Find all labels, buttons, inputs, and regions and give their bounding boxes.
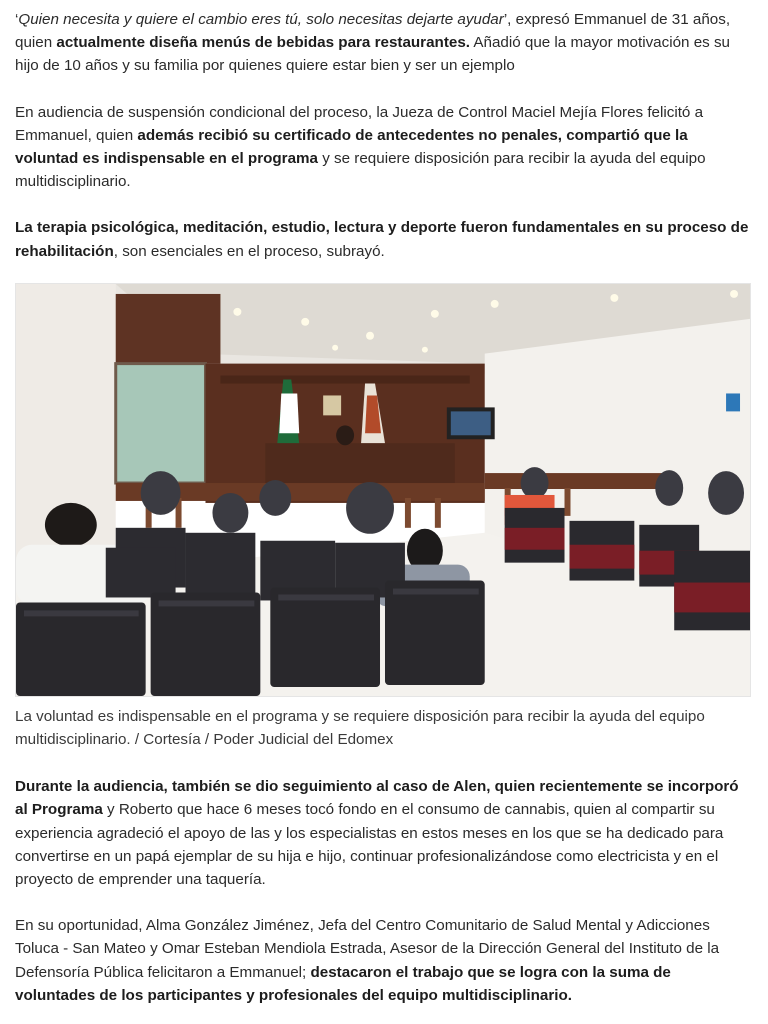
paragraph-hearing: En audiencia de suspensión condicional del proceso, la Jueza de Control Maciel Mejía Flores felicitó a Emmanuel, quien además recibió su certificado de antecedentes no penales, compartió que la voluntad es indispensable en el programa y se requiere disposición para recibir la ayuda del equipo multidisciplinario. — [15, 103, 706, 191]
paragraph-emmanuel-quote: ‘Quien necesita y quiere el cambio eres tú, solo necesitas dejarte ayudar’, expresó Emmanuel de 31 años, quien actualmente diseña menús de bebidas para restaurantes. Añadió que la mayor motivación es su hijo de 10 años y su familia por quienes quiere estar bien y ser un ejemplo — [15, 11, 731, 75]
courtroom-photo — [15, 283, 751, 697]
paragraph-alen-roberto: Durante la audiencia, también se dio seguimiento al caso de Alen, quien recientemente se incorporó al Programa y Roberto que hace 6 meses tocó fondo en el consumo de cannabis, quien al compartir su experiencia agradeció el apoyo de las y los especialistas en estos meses en los que se ha dedicado para convertirse en un papá ejemplar de su hija e hijo, continuar profesionalizándose como electricista y en el proyecto de emprender una taquería. — [15, 778, 739, 889]
paragraph-therapy: La terapia psicológica, meditación, estudio, lectura y deporte fueron fundamentales en su proceso de rehabilitación, son esenciales en el proceso, subrayó. — [15, 219, 749, 260]
figure-caption: La voluntad es indispensable en el programa y se requiere disposición para recibir la ayuda del equipo multidisciplinario. / Cortesía / Poder Judicial del Edomex — [15, 707, 705, 749]
bold-highlight: actualmente diseña menús de bebidas para restaurantes. — [56, 34, 470, 52]
quote-text: Quien necesita y quiere el cambio eres tú, solo necesitas dejarte ayudar — [18, 11, 504, 28]
article-figure — [15, 283, 753, 751]
bold-highlight: Durante la audiencia, también se dio seguimiento al caso de Alen, quien recientemente se incorporó al Programa — [15, 778, 739, 819]
bold-highlight: además recibió su certificado de antecedentes no penales, compartió que la voluntad es indispensable en el programa — [15, 126, 688, 168]
bold-highlight: La terapia psicológica, meditación, estudio, lectura y deporte fueron fundamentales en su proceso de rehabilitación — [15, 219, 749, 260]
paragraph-officials: En su oportunidad, Alma González Jiménez, Jefa del Centro Comunitario de Salud Mental y Adicciones Toluca - San Mateo y Omar Esteban Mendiola Estrada, Asesor de la Dirección General del Instituto de la Defensoría Pública felicitaron a Emmanuel; destacaron el trabajo que se logra con la suma de voluntades de los participantes y profesionales del equipo multidisciplinario. — [15, 917, 720, 1004]
bold-highlight: destacaron el trabajo que se logra con la suma de voluntades de los participantes y profesionales del equipo multidisciplinario. — [15, 963, 671, 1004]
